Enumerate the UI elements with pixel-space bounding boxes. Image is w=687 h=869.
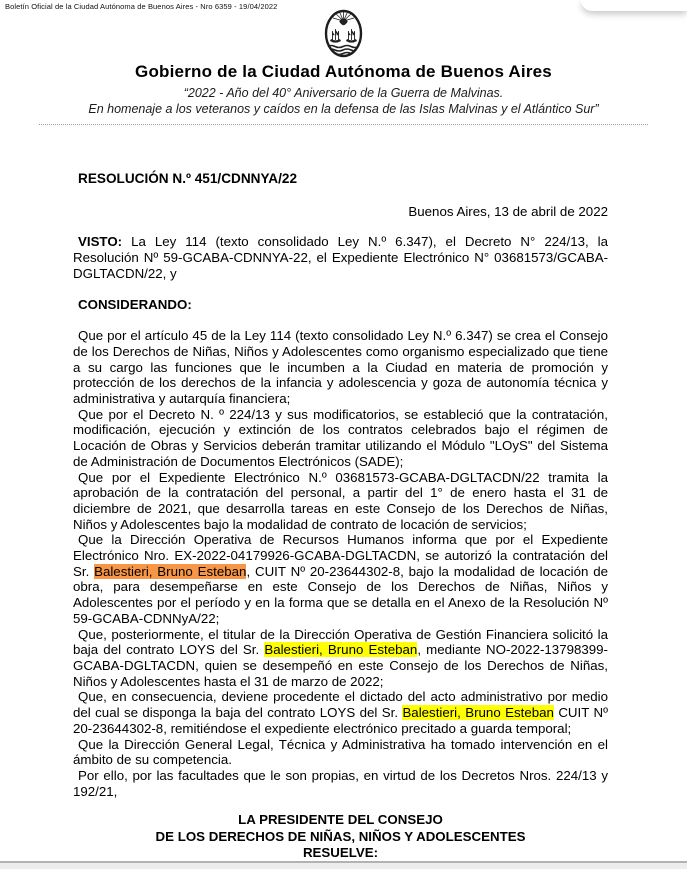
resolution-body	[0, 125, 687, 862]
text-segment: VISTO:	[78, 234, 132, 250]
text-segment: Que por el artículo 45 de la Ley 114 (texto consolidado Ley N.º 6.347) se crea el Consejo de los Derechos de Niñas, Niños y Adolescentes como organismo especializado que tiene a su cargo las funciones que le incumben a la Ciudad en materia de promoción y protección de los derechos de la infancia y adolescencia y goza de autonomía técnica y administrativa y autarquía financiera;	[73, 328, 608, 407]
closing-line-2: DE LOS DERECHOS DE NIÑAS, NIÑOS Y ADOLESCENTES	[155, 828, 526, 844]
highlighted-person-name: Balestieri, Bruno Esteban	[402, 705, 554, 721]
text-segment: Por ello, por las facultades que le son propias, en virtud de los Decretos Nros. 224/13 y 192/21,	[73, 767, 608, 799]
highlighted-person-name: Balestieri, Bruno Esteban	[94, 563, 247, 579]
text-segment: Que por el Expediente Electrónico N.º 03681573-GCABA-DGLTACDN/22 tramita la aprobación de la contratación del personal, a partir del 1° de enero hasta el 31 de diciembre de 2021, que desarrolla tareas en este Consejo de los Derechos de Niñas, Niños y Adolescentes bajo la modalidad de contrato de locación de servicios;	[73, 469, 608, 532]
text-segment: Que, en consecuencia, deviene procedente el dictado del acto administrativo por medio del cual se disponga la baja del contrato LOYS del Sr.	[73, 689, 608, 721]
header-motto	[0, 86, 687, 117]
visto-paragraph	[73, 234, 608, 281]
considerando-paragraph-6	[73, 689, 608, 736]
text-segment: CUIT Nº 20-23644302-8, remitiéndose el expediente electrónico precitado a guarda temporal;	[73, 705, 608, 736]
text-segment: Que, posteriormente, el titular de la Dirección Operativa de Gestión Financiera solicitó la baja del contrato LOYS del Sr.	[73, 626, 608, 658]
document-header	[0, 0, 687, 117]
text-segment: , mediante NO-2022-13798399-GCABA-DGLTACDN, quien se desempeñó en este Consejo de los Derechos de Niñas, Niños y Adolescentes hasta el 31 de marzo de 2022;	[73, 642, 608, 689]
text-segment: Que la Dirección General Legal, Técnica y Administrativa ha tomado intervención en el ámbito de su competencia.	[73, 736, 608, 768]
closing-line-1: LA PRESIDENTE DEL CONSEJO	[238, 812, 443, 828]
text-segment: , CUIT Nº 20-23644302-8, bajo la modalidad de locación de obra, para desempeñarse en este Consejo de los Derechos de Niñas, Niños y Adolescentes por el período y en la forma que se detalla en el Anexo de la Resolución Nº 59-GCABA-CDNNyA/22;	[73, 563, 609, 626]
considerando-paragraph-8	[73, 768, 608, 799]
motto-line-2: En homenaje a los veteranos y caídos en la defensa de las Islas Malvinas y el Atlántico Sur”	[88, 101, 599, 116]
text-segment: La Ley 114 (texto consolidado Ley N.º 6.347), el Decreto N° 224/13, la Resolución Nº 59-GCABA-CDNNYA-22, el Expediente Electrónico N° 03681573/GCABA-DGLTACDN/22, y	[73, 234, 609, 281]
considerando-paragraph-7	[73, 737, 608, 768]
considerando-paragraph-3	[73, 470, 608, 533]
dateline: Buenos Aires, 13 de abril de 2022	[408, 203, 608, 219]
closing-formula	[73, 812, 608, 862]
considerando-label: CONSIDERANDO:	[78, 296, 192, 312]
org-name-title: Gobierno de la Ciudad Autónoma de Buenos Aires	[135, 62, 552, 81]
text-segment: Que la Dirección Operativa de Recursos Humanos informa que por el Expediente Electrónico Nro. EX-2022-04179926-GCABA-DGLTACDN, se autorizó la contratación del Sr.	[73, 532, 608, 579]
text-segment: Que por el Decreto N. º 224/13 y sus modificatorios, se estableció que la contratación, modificación, ejecución y extinción de los contratos celebrados bajo el régimen de Locación de Obras y Servicios deberán tramitar utilizando el Módulo "LOyS" del Sistema de Administración de Documentos Electrónicos (SADE);	[73, 406, 608, 469]
motto-line-1: “2022 - Año del 40° Aniversario de la Guerra de Malvinas.	[183, 86, 504, 100]
buenos-aires-coat-of-arms-icon	[323, 9, 364, 58]
considerando-paragraph-1	[73, 328, 608, 407]
viewport-bottom-bar	[0, 861, 687, 869]
considerando-paragraph-5	[73, 627, 608, 690]
considerando-paragraph-2	[73, 407, 608, 470]
boletin-oficial-header: Boletín Oficial de la Ciudad Autónoma de Buenos Aires - Nro 6359 - 19/04/2022	[5, 2, 278, 11]
highlighted-person-name: Balestieri, Bruno Esteban	[264, 642, 418, 658]
closing-line-3: RESUELVE:	[302, 845, 379, 861]
resolution-number-heading: RESOLUCIÓN N.º 451/CDNNYA/22	[78, 171, 297, 186]
floating-card-corner	[581, 0, 687, 11]
considerando-paragraph-4	[73, 532, 608, 626]
